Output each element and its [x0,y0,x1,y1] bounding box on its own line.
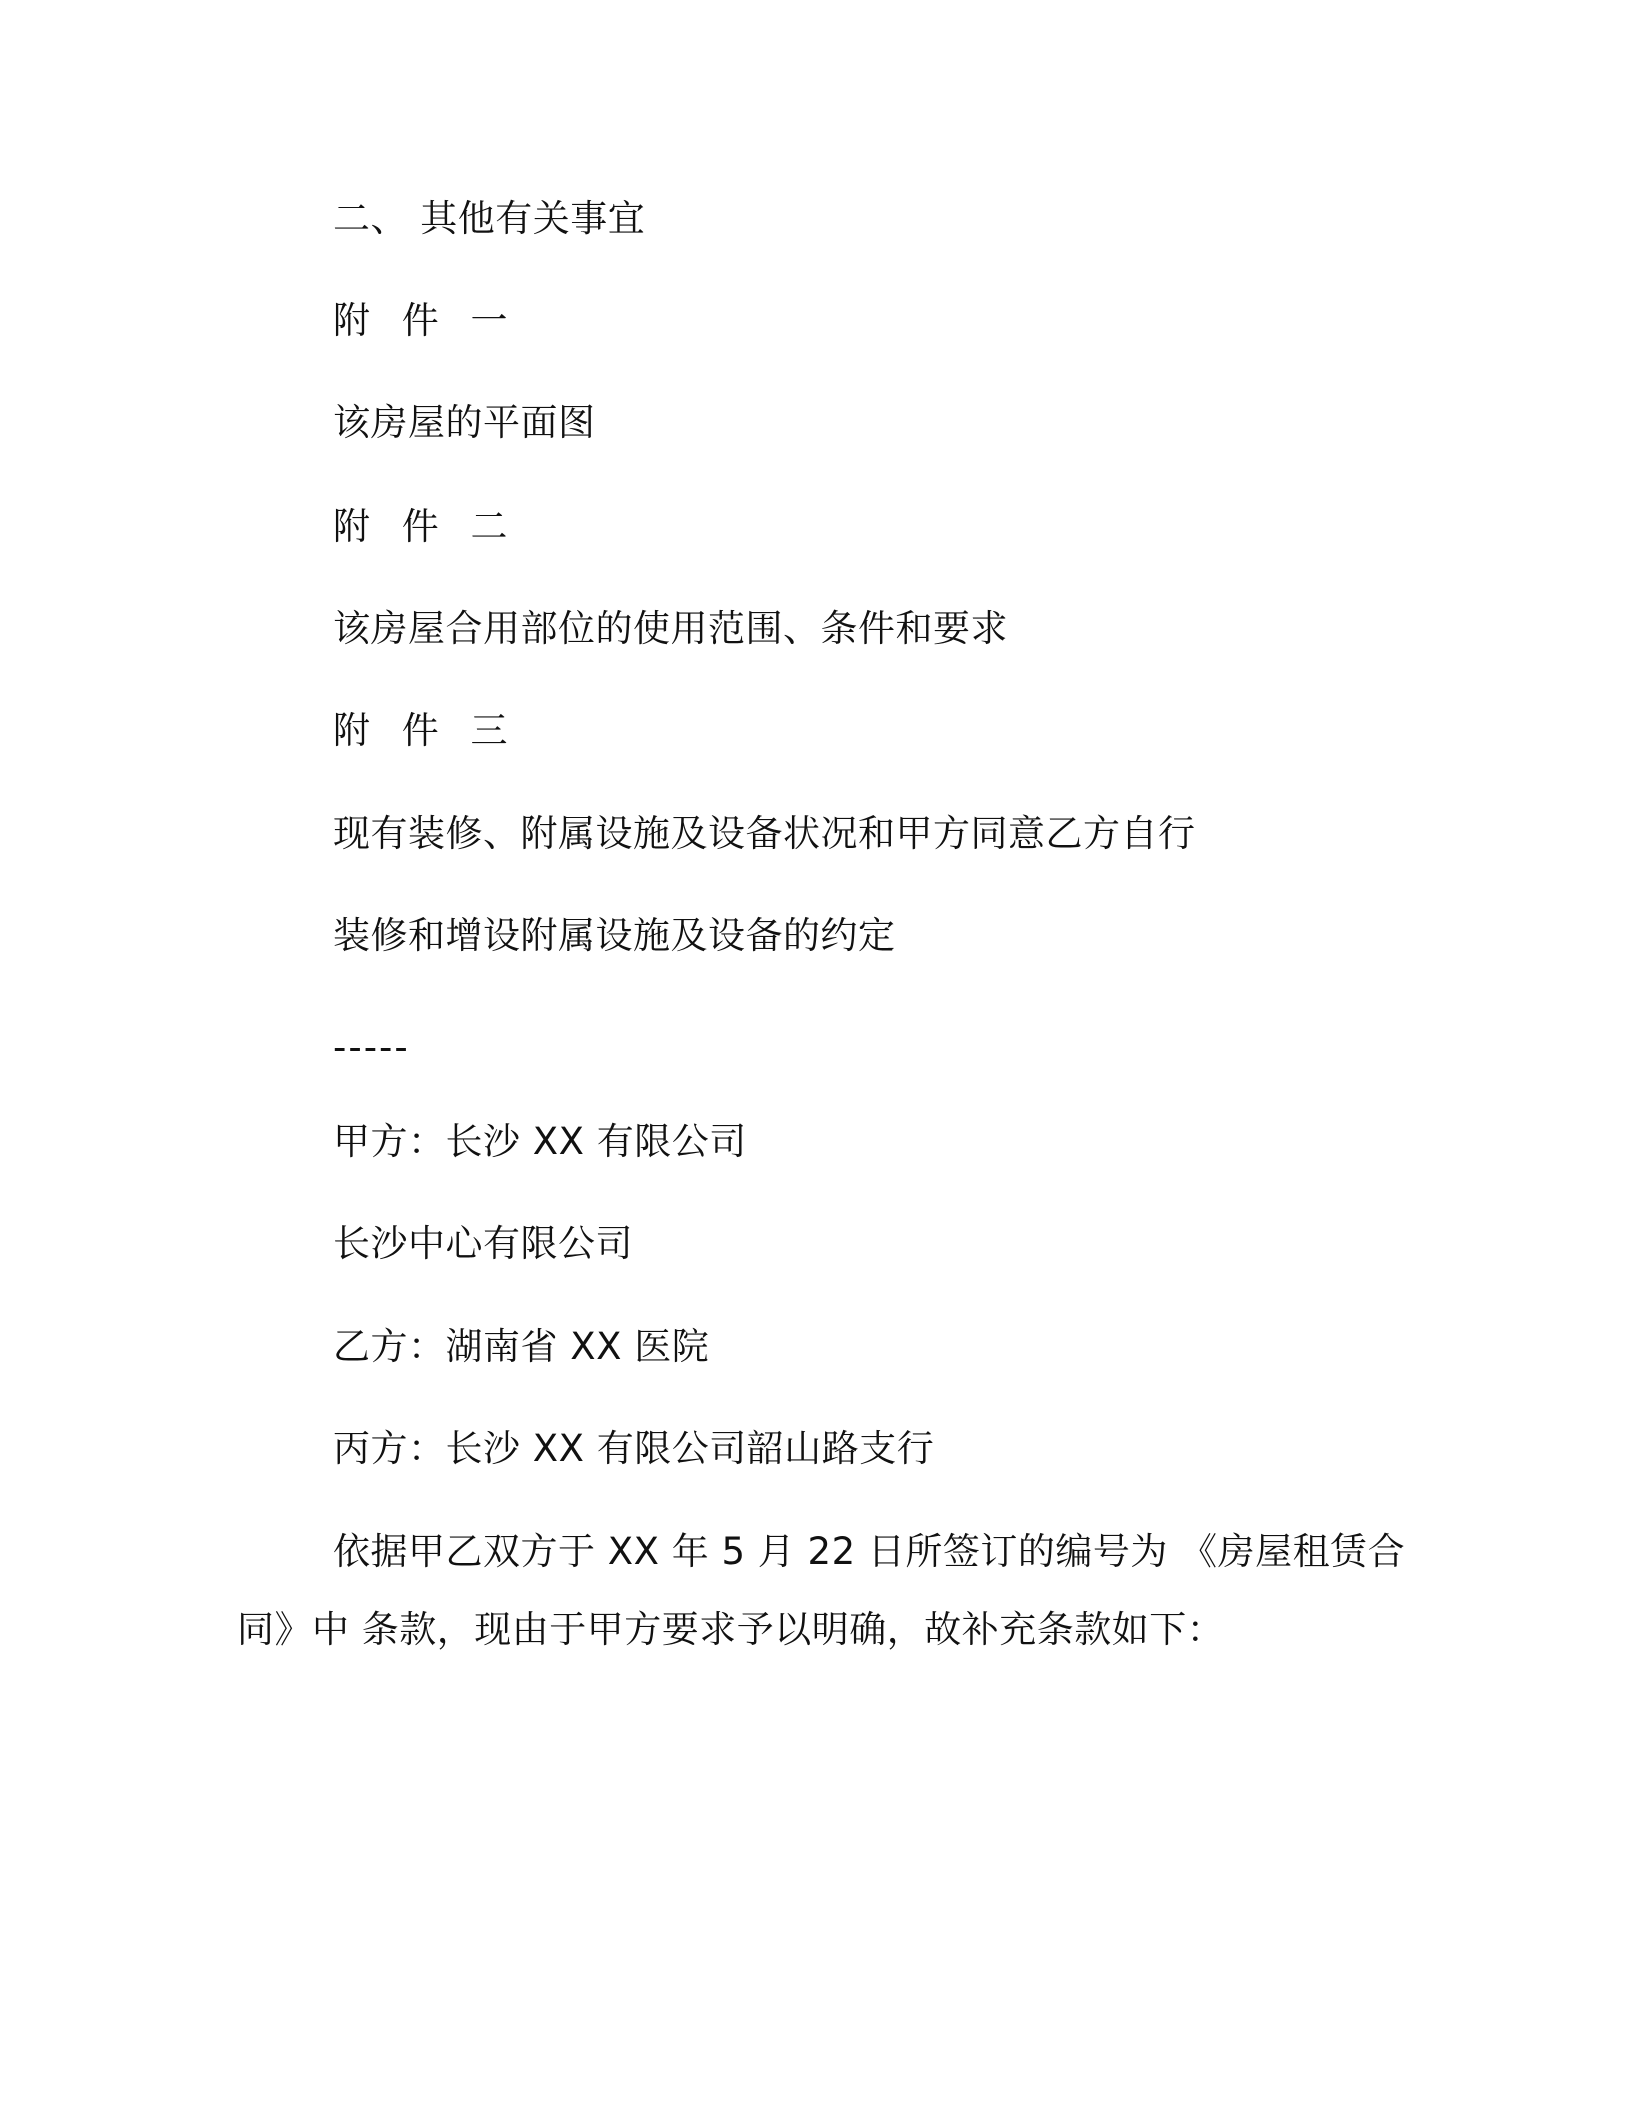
attachment-2-heading: 附 件 二 [333,505,518,548]
party-a: 甲方：长沙 XX 有限公司 [333,1120,747,1163]
party-a-second-name: 长沙中心有限公司 [333,1222,633,1265]
party-c: 丙方：长沙 XX 有限公司韶山路支行 [333,1427,935,1470]
attachment-3-heading: 附 件 三 [333,709,518,752]
attachment-3-description-line-1: 现有装修、附属设施及设备状况和甲方同意乙方自行 [333,812,1196,855]
supplement-paragraph-line-1: 依据甲乙双方于 XX 年 5 月 22 日所签订的编号为 《房屋租赁合 [333,1530,1406,1573]
attachment-1-heading: 附 件 一 [333,299,518,342]
supplement-paragraph [237,1513,1406,1669]
section-heading: 二、 其他有关事宜 [333,197,646,240]
attachment-1-description: 该房屋的平面图 [333,401,596,444]
attachment-2-description: 该房屋合用部位的使用范围、条件和要求 [333,607,1008,650]
separator-dashes: ----- [333,1026,410,1069]
party-b: 乙方：湖南省 XX 医院 [333,1325,710,1368]
attachment-3-description-line-2: 装修和增设附属设施及设备的约定 [333,914,896,957]
supplement-paragraph-line-2: 同》中 条款，现由于甲方要求予以明确，故补充条款如下： [237,1608,1225,1651]
